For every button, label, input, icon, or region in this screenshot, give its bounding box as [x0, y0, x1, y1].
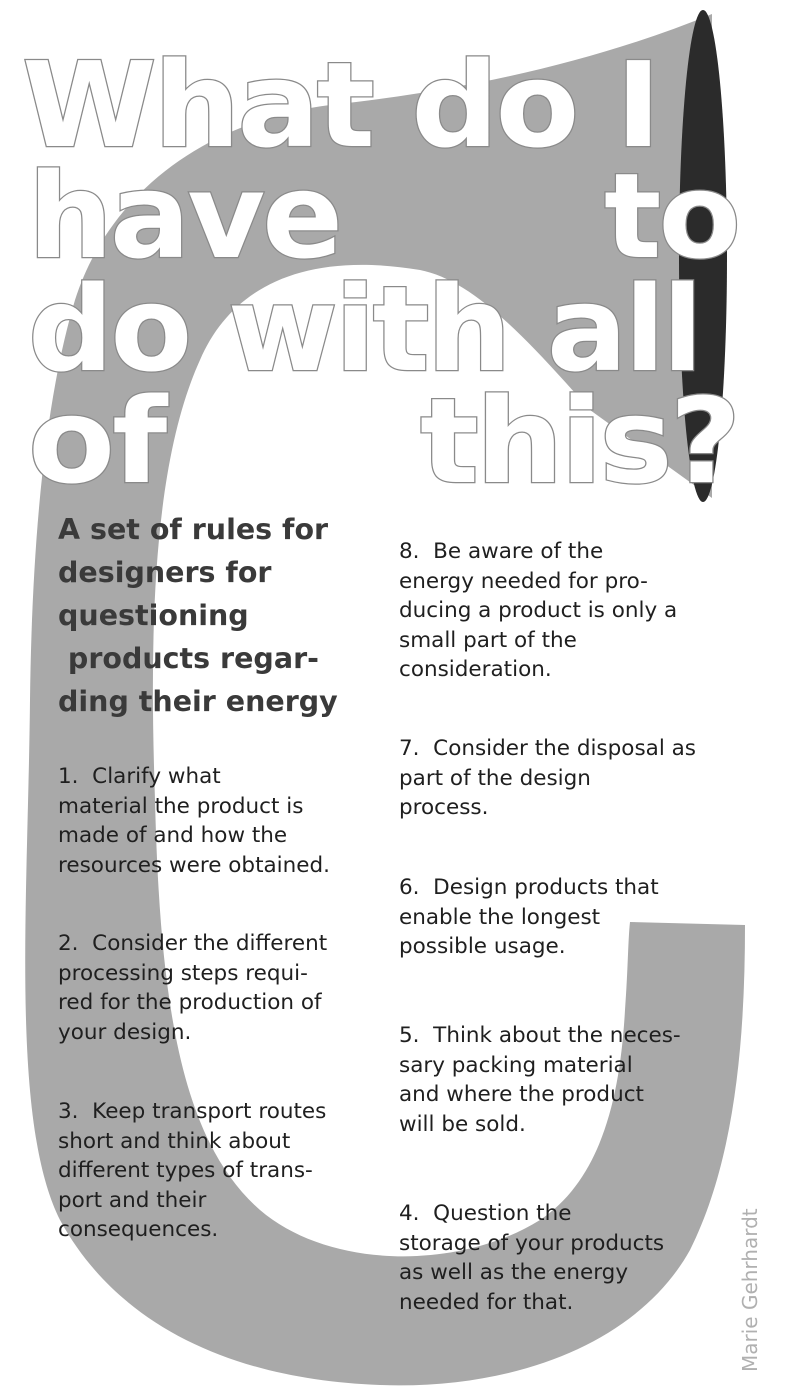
rule-item: 4. Question the storage of your products as well as the energy needed for that.: [399, 1201, 665, 1315]
rule-item: 5. Think about the neces- sary packing material and where the product will be sold.: [399, 1023, 681, 1137]
page-title: [0, 0, 788, 510]
rule-item: 1. Clarify what material the product is made of and how the resources were obtained.: [58, 764, 330, 878]
rule-item: 8. Be aware of the energy needed for pro- ducing a product is only a small part of the consideration.: [399, 539, 678, 682]
author-credit: Marie Gehrhardt: [738, 1208, 762, 1372]
rule-item: 2. Consider the different processing steps requi- red for the production of your design.: [58, 931, 328, 1045]
rule-item: 6. Design products that enable the longest possible usage.: [399, 875, 659, 959]
rule-item: 7. Consider the disposal as part of the design process.: [399, 736, 697, 820]
title-line-2-b: to: [604, 147, 738, 285]
rule-item: 3. Keep transport routes short and think about different types of trans- port and their consequences.: [58, 1099, 327, 1242]
subtitle: A set of rules for designers for questioning products regar- ding their energy: [58, 513, 338, 718]
title-line-4-a: of: [28, 372, 170, 510]
title-line-4-b: this?: [420, 372, 738, 510]
title-line-2-a: have: [28, 147, 340, 285]
title-line-1: What do I: [22, 36, 658, 174]
title-line-3: do with all: [28, 260, 700, 398]
